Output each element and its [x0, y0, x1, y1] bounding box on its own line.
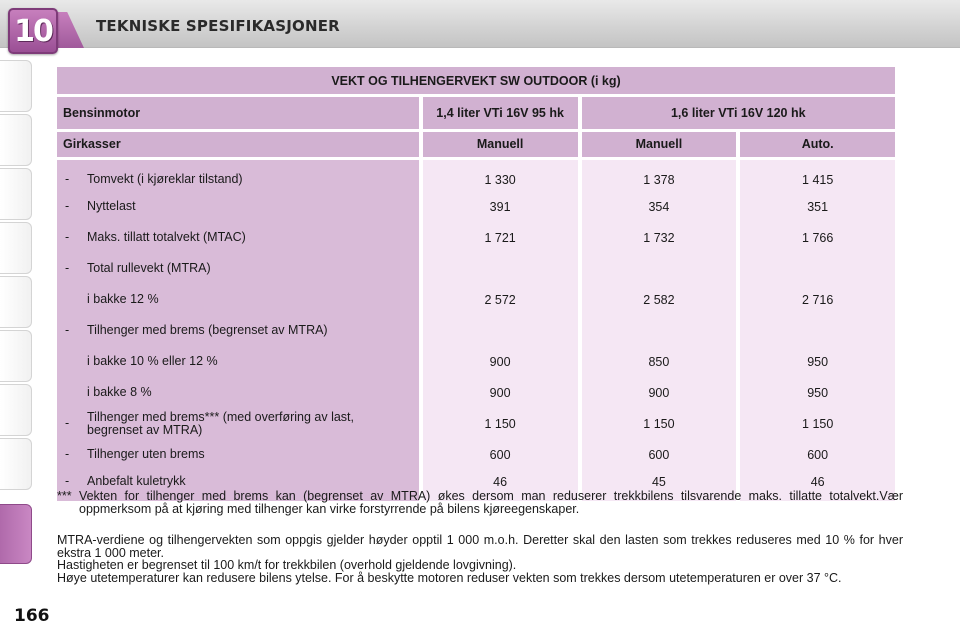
note-paragraph: Høye utetemperaturer kan redusere bilens ytelse. For å beskytte motoren reduser vekten som trekkes dersom utetemperaturen er over 37 °C.	[57, 570, 842, 585]
table-row: i bakke 8 %	[87, 385, 152, 399]
table-row: - Tomvekt (i kjøreklar tilstand)	[65, 172, 243, 186]
table-cell: 391	[489, 199, 511, 214]
values-col-3	[740, 160, 895, 501]
table-cell	[423, 317, 578, 344]
table-cell: 1 721	[484, 230, 516, 245]
notes	[57, 534, 903, 584]
table-cell: 354	[648, 199, 670, 214]
chapter-tab[interactable]	[0, 276, 32, 328]
table-cell	[582, 255, 737, 282]
engine-label: Bensinmotor	[57, 97, 419, 129]
table-cell: 1 150	[484, 416, 516, 431]
engine-2: 1,6 liter VTi 16V 120 hk	[582, 97, 895, 129]
weight-spec-table	[53, 64, 899, 504]
table-row: - Tilhenger uten brems	[65, 447, 205, 461]
table-cell	[423, 255, 578, 282]
table-cell: 1 150	[643, 416, 675, 431]
table-cell: 2 582	[643, 292, 675, 307]
table-cell: 1 732	[643, 230, 675, 245]
table-cell: 1 150	[802, 416, 834, 431]
table-cell: 1 378	[643, 172, 675, 187]
table-title: VEKT OG TILHENGERVEKT SW OUTDOOR (i kg)	[57, 67, 895, 94]
table-cell: 2 572	[484, 292, 516, 307]
engine-1: 1,4 liter VTi 16V 95 hk	[423, 97, 578, 129]
page-number: 166	[14, 606, 50, 626]
table-cell: 1 766	[802, 230, 834, 245]
table-row: i bakke 12 %	[87, 292, 159, 306]
table-row: - Maks. tillatt totalvekt (MTAC)	[65, 230, 246, 244]
row-labels	[57, 160, 419, 501]
table-cell: 600	[648, 447, 670, 462]
table-row: - Total rullevekt (MTRA)	[65, 261, 211, 275]
table-cell: 850	[648, 354, 670, 369]
chapter-tab-active[interactable]	[0, 504, 32, 564]
table-cell: 900	[489, 385, 511, 400]
note-paragraph: MTRA-verdiene og tilhengervekten som oppgis gjelder høyder opptil 1 000 m.o.h. Deretter skal den lasten som trekkes reduseres med 10 % for hver ekstra 1 000 meter.	[57, 533, 903, 560]
table-cell: 600	[807, 447, 829, 462]
values-col-2	[582, 160, 737, 501]
table-cell: 1 330	[484, 172, 516, 187]
chapter-tab[interactable]	[0, 330, 32, 382]
table-row: i bakke 10 % eller 12 %	[87, 354, 218, 368]
chapter-tab[interactable]	[0, 384, 32, 436]
table-cell: 600	[489, 447, 511, 462]
chapter-tab[interactable]	[0, 60, 32, 112]
chapter-title: TEKNISKE SPESIFIKASJONER	[96, 17, 340, 35]
table-row: - Tilhenger med brems (begrenset av MTRA)	[65, 323, 328, 337]
chapter-tab[interactable]	[0, 438, 32, 490]
gearbox-3: Auto.	[740, 132, 895, 157]
table-cell: 46	[810, 474, 825, 489]
gearbox-1: Manuell	[423, 132, 578, 157]
footnote: *** Vekten for tilhenger med brems kan (begrenset av MTRA) økes dersom man reduserer trekkbilens tilsvarende maks. tillatte totalvekt.Vær oppmerksom på at kjøring med tilhenger kan virke forstyrrende på bilens kjøreegenskaper.	[57, 489, 903, 516]
chapter-number-badge: 10	[8, 8, 58, 54]
table-cell: 900	[489, 354, 511, 369]
table-cell: 2 716	[802, 292, 834, 307]
table-cell	[740, 317, 895, 344]
table-cell: 46	[493, 474, 508, 489]
table-cell: 950	[807, 385, 829, 400]
gearbox-2: Manuell	[582, 132, 737, 157]
chapter-tab[interactable]	[0, 168, 32, 220]
table-row: - Anbefalt kuletrykk	[65, 474, 186, 488]
table-cell: 45	[651, 474, 666, 489]
chapter-tab[interactable]	[0, 222, 32, 274]
table-row: - Nyttelast	[65, 199, 136, 213]
table-cell: 900	[648, 385, 670, 400]
table-cell: 1 415	[802, 172, 834, 187]
table-row: - Tilhenger med brems*** (med overføring av last, begrenset av MTRA)	[65, 409, 354, 437]
table-cell	[740, 255, 895, 282]
gearbox-label: Girkasser	[57, 132, 419, 157]
table-cell	[582, 317, 737, 344]
note-paragraph: Hastigheten er begrenset til 100 km/t for trekkbilen (overhold gjeldende lovgivning).	[57, 558, 517, 573]
values-col-1	[423, 160, 578, 501]
chapter-tab[interactable]	[0, 114, 32, 166]
table-cell: 950	[807, 354, 829, 369]
table-cell: 351	[807, 199, 829, 214]
